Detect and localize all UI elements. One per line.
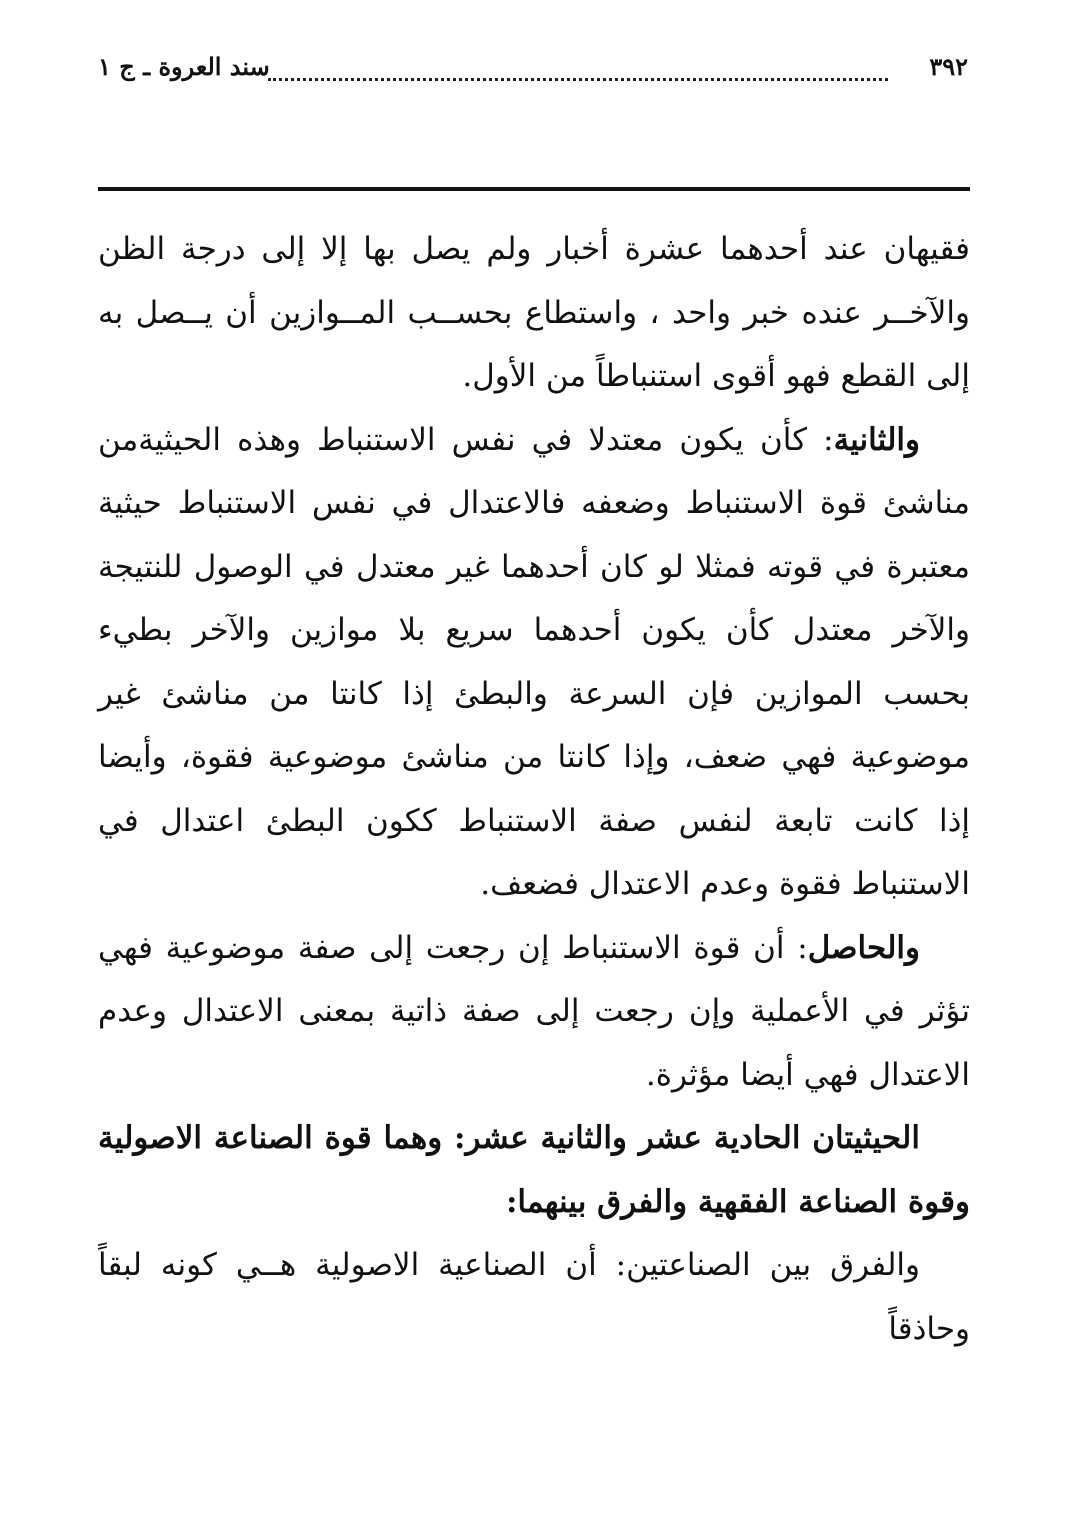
dotted-leader [268, 78, 888, 81]
header-rule [98, 187, 970, 191]
body-text [98, 218, 970, 1361]
paragraph-2 [98, 409, 970, 917]
paragraph-4: والفرق بين الصناعتين: أن الصناعية الاصولية هــي كونه لبقاً وحاذقاً [98, 1247, 970, 1347]
paragraph-2-lead: والثانية [833, 421, 920, 458]
paragraph-2-text: : كأن يكون معتدلا في نفس الاستنباط وهذه الحيثيةمن مناشئ قوة الاستنباط وضعفه فالاعتدال في نفس الاستنباط حيثية معتبرة في قوته فمثلا لو كان أحدهما غير معتدل في الوصول للنتيجة والآخر معتدل كأن يكون أحدهما سريع بلا موازين والآخر بطيء بحسب الموازين فإن السرعة والبطئ إذا كانتا من مناشئ غير موضوعية فهي ضعف، وإذا كانتا من مناشئ موضوعية فقوة، وأيضا إذا كانت تابعة لنفس صفة الاستنباط ككون البطئ اعتدال في الاستنباط فقوة وعدم الاعتدال فضعف. [98, 421, 970, 902]
paragraph-1-text: فقيهان عند أحدهما عشرة أخبار ولم يصل بها إلا إلى درجة الظن والآخــر عنده خبر واحد ، واستطاع بحســب المــوازين أن يــصل به إلى القطع فهو أقوى استنباطاً من الأول. [98, 231, 970, 394]
paragraph-3-text: : أن قوة الاستنباط إن رجعت إلى صفة موضوعية فهي تؤثر في الأعملية وإن رجعت إلى صفة ذاتية بمعنى الاعتدال وعدم الاعتدال فهي أيضا مؤثرة. [98, 929, 970, 1093]
paragraph-3-lead: والحاصل [807, 929, 920, 966]
running-header [98, 52, 968, 92]
paragraph-1 [98, 218, 970, 409]
section-heading: الحيثيتان الحادية عشر والثانية عشر: وهما قوة الصناعة الاصولية وقوة الصناعة الفقهية والفرق بينهما: [98, 1120, 970, 1220]
paragraph-3 [98, 917, 970, 1108]
running-title: سند العروة ـ ج ١ [98, 52, 270, 81]
page-number: ٣٩٢ [929, 52, 968, 81]
